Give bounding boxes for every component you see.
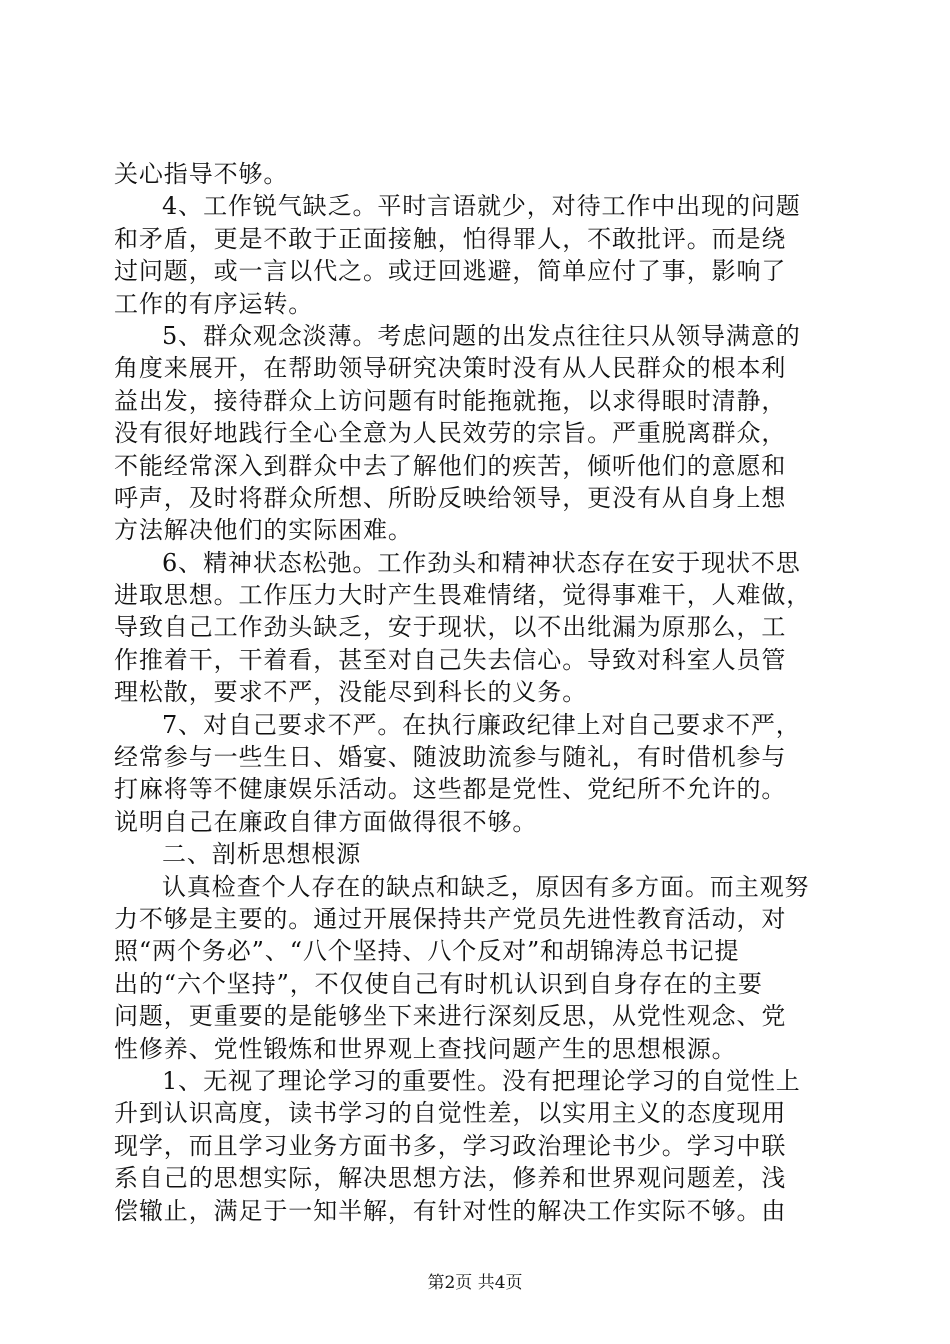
text-line: 6、精神状态松弛。工作劲头和精神状态存在安于现状不思 [162, 548, 801, 577]
text-line: 4、工作锐气缺乏。平时言语就少，对待工作中出现的问题 [162, 192, 801, 221]
text-line: 和矛盾，更是不敢于正面接触，怕得罪人，不敢批评。而是绕 [114, 224, 787, 253]
text-line: 关心指导不够。 [114, 160, 289, 188]
text-line: 工作的有序运转。 [114, 289, 314, 318]
page-number-footer: 第2页 共4页 [427, 1273, 523, 1293]
text-line: 没有很好地践行全心全意为人民效劳的宗旨。严重脱离群众， [114, 419, 787, 448]
text-line: 过问题，或一言以代之。或迂回逃避，简单应付了事，影响了 [114, 257, 787, 286]
text-line: 理松散，要求不严，没能尽到科长的义务。 [114, 678, 588, 707]
text-line: 偿辙止，满足于一知半解，有针对性的解决工作实际不够。由 [114, 1196, 787, 1225]
document-body [114, 158, 834, 1227]
text-line: 经常参与一些生日、婚宴、随波助流参与随礼，有时借机参与 [114, 743, 787, 772]
text-line: 升到认识高度，读书学习的自觉性差，以实用主义的态度现用 [114, 1099, 787, 1128]
text-line: 性修养、党性锻炼和世界观上查找问题产生的思想根源。 [114, 1034, 737, 1063]
text-line: 作推着干，干着看，甚至对自己失去信心。导致对科室人员管 [114, 645, 787, 674]
text-line: 5、群众观念淡薄。考虑问题的出发点往往只从领导满意的 [162, 321, 801, 350]
text-line: 现学，而且学习业务方面书多，学习政治理论书少。学习中联 [114, 1131, 787, 1160]
text-line: 认真检查个人存在的缺点和缺乏，原因有多方面。而主观努 [162, 872, 810, 901]
text-line: 出的“六个坚持”，不仅使自己有时机认识到自身存在的主要 [114, 969, 763, 998]
text-line: 呼声，及时将群众所想、所盼反映给领导，更没有从自身上想 [114, 483, 787, 512]
text-line: 方法解决他们的实际困难。 [114, 516, 413, 545]
text-line: 说明自己在廉政自律方面做得很不够。 [114, 807, 538, 836]
text-line: 问题，更重要的是能够坐下来进行深刻反思，从党性观念、党 [114, 1002, 787, 1031]
text-line: 力不够是主要的。通过开展保持共产党员先进性教育活动，对 [114, 904, 787, 933]
text-line: 二、剖析思想根源 [162, 840, 362, 869]
text-line: 益出发，接待群众上访问题有时能拖就拖，以求得眼时清静， [114, 386, 787, 415]
text-line: 角度来展开，在帮助领导研究决策时没有从人民群众的根本利 [114, 354, 787, 383]
text-line: 系自己的思想实际，解决思想方法，修养和世界观问题差，浅 [114, 1164, 787, 1193]
text-line: 7、对自己要求不严。在执行廉政纪律上对自己要求不严， [162, 710, 801, 739]
text-line: 导致自己工作劲头缺乏，安于现状，以不出纰漏为原那么，工 [114, 613, 787, 642]
text-line: 进取思想。工作压力大时产生畏难情绪，觉得事难干，人难做， [114, 581, 812, 610]
text-line: 不能经常深入到群众中去了解他们的疾苦，倾听他们的意愿和 [114, 451, 787, 480]
text-line: 1、无视了理论学习的重要性。没有把理论学习的自觉性上 [162, 1066, 801, 1095]
text-line: 照“两个务必”、“八个坚持、八个反对”和胡锦涛总书记提 [114, 937, 740, 966]
text-line: 打麻将等不健康娱乐活动。这些都是党性、党纪所不允许的。 [114, 775, 787, 804]
